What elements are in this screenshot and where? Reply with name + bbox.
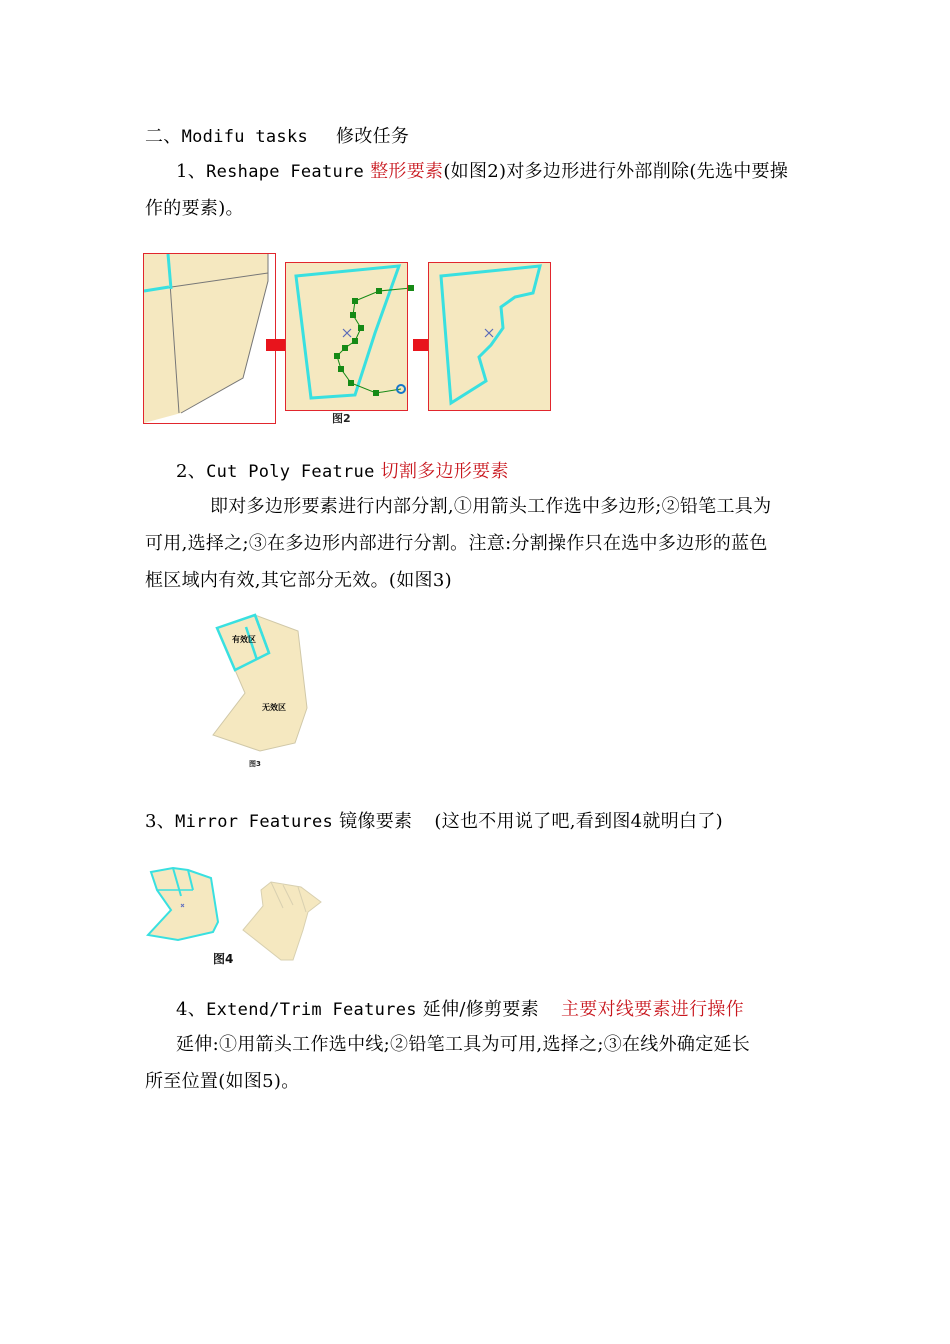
item1-number: 1、 — [176, 161, 207, 182]
invalid-area-label: 无效区 — [262, 703, 286, 712]
figure-3 — [205, 608, 320, 773]
item2-para-line3: 框区域内有效,其它部分无效。(如图3) — [145, 570, 452, 591]
section-number: 二、 — [145, 126, 182, 147]
item4-para-line2: 所至位置(如图5)。 — [145, 1071, 300, 1092]
item1-desc: (如图2)对多边形进行外部削除(先选中要操 — [443, 161, 789, 182]
figure-4 — [143, 860, 328, 970]
item3-heading-line — [145, 810, 723, 834]
valid-area-label: 有效区 — [232, 635, 256, 644]
item3-note: (这也不用说了吧,看到图4就明白了) — [434, 811, 723, 832]
item2-number: 2、 — [176, 461, 207, 482]
item3-number: 3、 — [145, 811, 176, 832]
item4-name-en: Extend/Trim Features — [206, 1000, 417, 1020]
figure-4-caption: 图4 — [213, 952, 234, 966]
item3-name-zh: 镜像要素 — [339, 811, 413, 832]
item1-heading-line — [176, 160, 788, 184]
figure-3-caption: 图3 — [249, 760, 261, 768]
section-title-en: Modifu tasks — [181, 127, 309, 147]
item1-name-zh: 整形要素 — [370, 161, 444, 182]
reshape-panel-sketch — [286, 263, 415, 411]
item4-note: 主要对线要素进行操作 — [560, 999, 744, 1020]
section-heading — [145, 125, 409, 149]
item2-heading-line — [176, 460, 509, 484]
reshape-panel-after — [429, 263, 551, 411]
item4-number: 4、 — [176, 999, 207, 1020]
item2-para-line1: 即对多边形要素进行内部分割,①用箭头工作选中多边形;②铅笔工具为 — [210, 496, 772, 517]
item4-heading-line — [176, 998, 744, 1022]
item2-para-line2: 可用,选择之;③在多边形内部进行分割。注意:分割操作只在选中多边形的蓝色 — [145, 533, 768, 554]
item4-para-line1: 延伸:①用箭头工作选中线;②铅笔工具为可用,选择之;③在线外确定延长 — [176, 1034, 751, 1055]
item2-name-en: Cut Poly Featrue — [206, 462, 375, 482]
item4-name-zh: 延伸/修剪要素 — [422, 999, 539, 1020]
reshape-panel-before — [144, 254, 276, 424]
figure-2 — [143, 253, 553, 428]
item1-name-en: Reshape Feature — [206, 162, 365, 182]
section-title-zh: 修改任务 — [336, 126, 410, 147]
item2-name-zh: 切割多边形要素 — [380, 461, 509, 482]
figure-2-caption: 图2 — [332, 412, 351, 425]
item1-desc-line2: 作的要素)。 — [145, 198, 244, 219]
item3-name-en: Mirror Features — [175, 812, 334, 832]
